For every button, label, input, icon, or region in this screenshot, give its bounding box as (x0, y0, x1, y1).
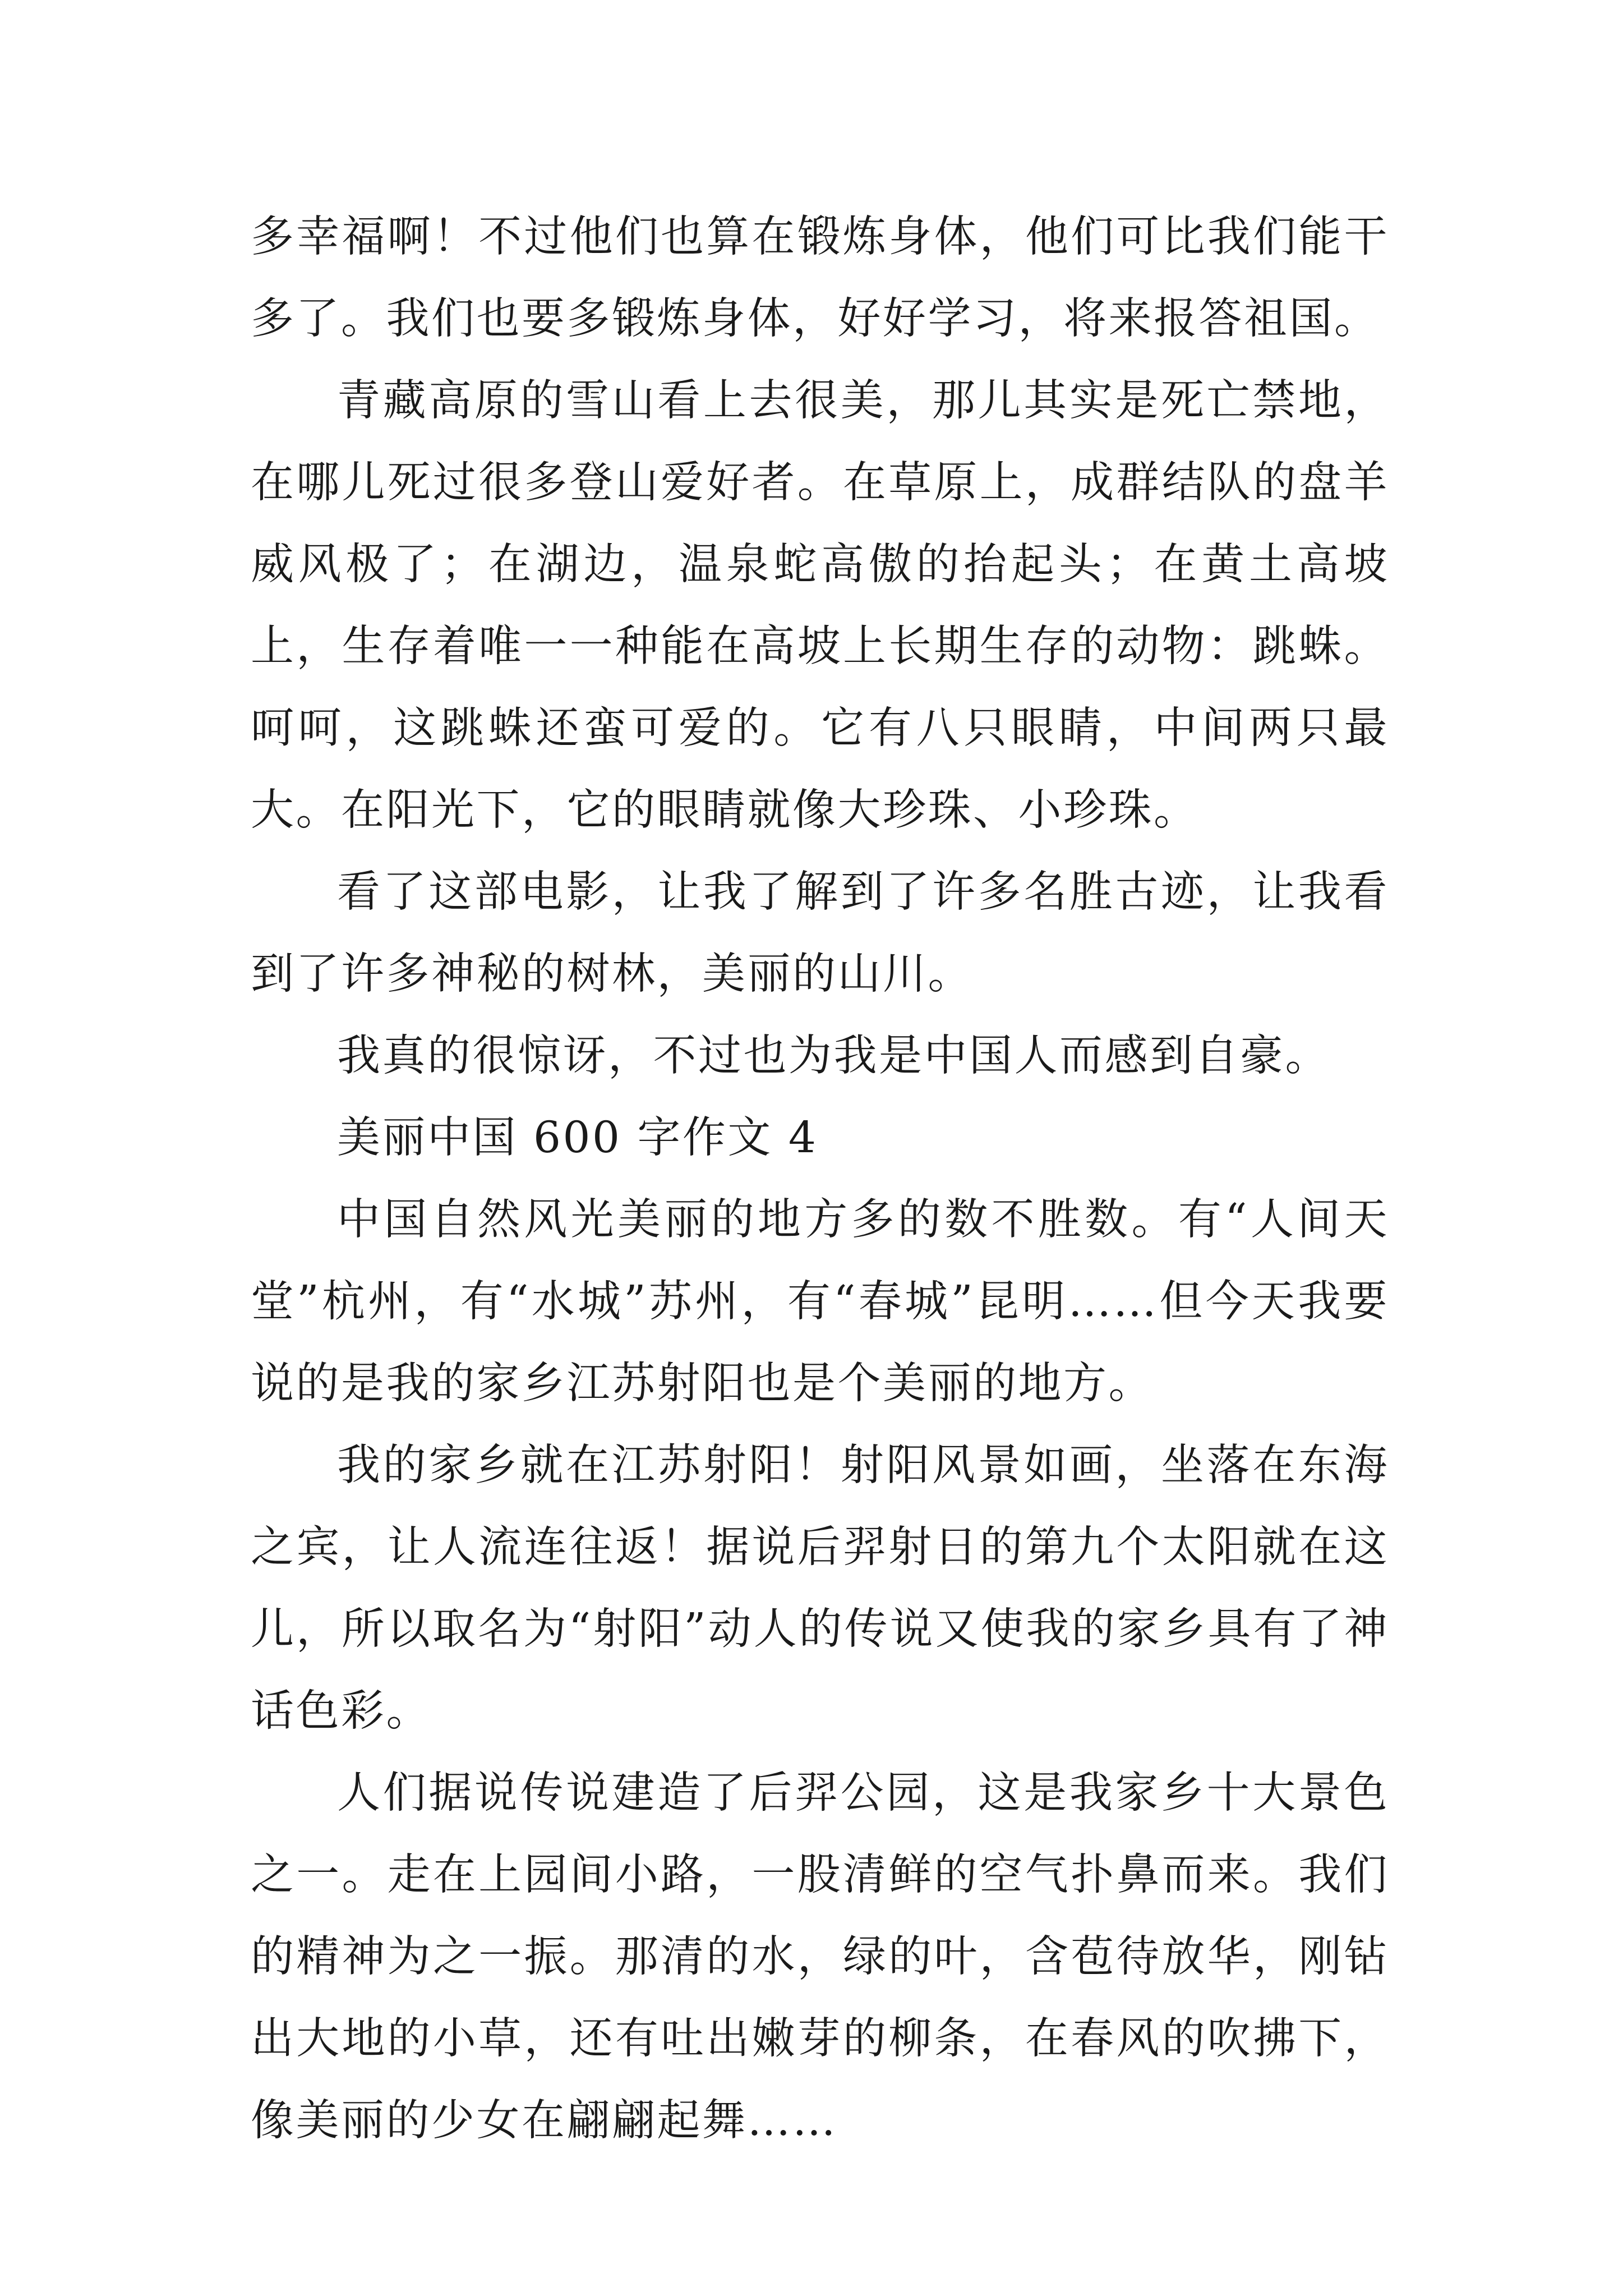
document-body (251, 196, 1389, 2162)
paragraph-2: 青藏高原的雪山看上去很美，那儿其实是死亡禁地，在哪儿死过很多登山爱好者。在草原上，成群结队的盘羊威风极了；在湖边，温泉蛇高傲的抬起头；在黄土高坡上，生存着唯一一种能在高坡上长期生存的动物：跳蛛。呵呵，这跳蛛还蛮可爱的。它有八只眼睛，中间两只最大。在阳光下，它的眼睛就像大珍珠、小珍珠。 (251, 376, 1389, 835)
section-heading: 美丽中国 600 字作文 4 (337, 1113, 818, 1163)
paragraph-4: 我真的很惊讶，不过也为我是中国人而感到自豪。 (337, 1031, 1330, 1081)
paragraph-7: 人们据说传说建造了后羿公园，这是我家乡十大景色之一。走在上园间小路，一股清鲜的空气扑鼻而来。我们的精神为之一振。那清的水，绿的叶，含苞待放华，刚钻出大地的小草，还有吐出嫩芽的柳条，在春风的吹拂下，像美丽的少女在翩翩起舞…… (251, 1768, 1389, 2146)
paragraph-5: 中国自然风光美丽的地方多的数不胜数。有“人间天堂”杭州，有“水城”苏州，有“春城”昆明……但今天我要说的是我的家乡江苏射阳也是个美丽的地方。 (251, 1195, 1389, 1409)
paragraph-3: 看了这部电影，让我了解到了许多名胜古迹，让我看到了许多神秘的树林，美丽的山川。 (251, 867, 1389, 999)
paragraph-6: 我的家乡就在江苏射阳！射阳风景如画，坐落在东海之宾，让人流连往返！据说后羿射日的第九个太阳就在这儿，所以取名为“射阳”动人的传说又使我的家乡具有了神话色彩。 (251, 1441, 1389, 1736)
paragraph-1: 多幸福啊！不过他们也算在锻炼身体，他们可比我们能干多了。我们也要多锻炼身体，好好学习，将来报答祖国。 (251, 212, 1389, 344)
